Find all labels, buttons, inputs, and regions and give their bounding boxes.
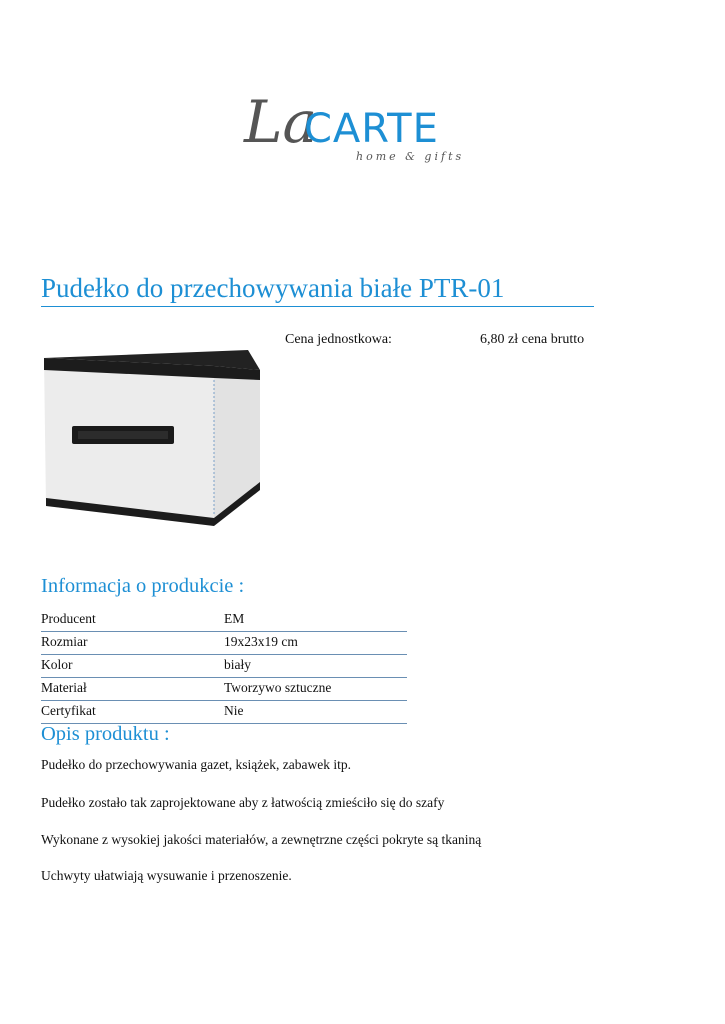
description-paragraph: Pudełko zostało tak zaprojektowane aby z łatwością zmieściło się do szafy xyxy=(41,795,445,810)
logo-carte-text: CARTE xyxy=(304,106,439,152)
page-title: Pudełko do przechowywania białe PTR-01 xyxy=(41,272,594,307)
row-value: 19x23x19 cm xyxy=(224,634,298,649)
row-key: Kolor xyxy=(41,657,73,672)
price-label: Cena jednostkowa: xyxy=(285,332,392,347)
row-value: biały xyxy=(224,657,251,672)
product-info-table xyxy=(41,609,407,724)
table-row xyxy=(41,678,407,701)
product-info-heading: Informacja o produkcie : xyxy=(41,575,245,597)
logo-tagline: home & gifts xyxy=(356,150,465,163)
logo-la-text: La xyxy=(244,88,318,156)
row-value: Tworzywo sztuczne xyxy=(224,680,332,695)
price-value: 6,80 zł cena brutto xyxy=(480,332,585,347)
table-row xyxy=(41,701,407,724)
row-value: Nie xyxy=(224,703,244,718)
row-value: EM xyxy=(224,611,245,626)
row-key: Producent xyxy=(41,611,96,626)
description-paragraph: Uchwyty ułatwiają wysuwanie i przenoszenie. xyxy=(41,868,292,883)
description-heading: Opis produktu : xyxy=(41,723,170,745)
table-row xyxy=(41,632,407,655)
row-key: Rozmiar xyxy=(41,634,88,649)
product-image xyxy=(38,340,262,536)
lacarte-logo xyxy=(238,82,465,168)
description-paragraph: Pudełko do przechowywania gazet, książek, zabawek itp. xyxy=(41,757,352,772)
description-paragraph: Wykonane z wysokiej jakości materiałów, a zewnętrzne części pokryte są tkaniną xyxy=(41,832,482,847)
table-row xyxy=(41,655,407,678)
table-row xyxy=(41,609,407,632)
row-key: Materiał xyxy=(41,680,87,695)
row-key: Certyfikat xyxy=(41,703,96,718)
